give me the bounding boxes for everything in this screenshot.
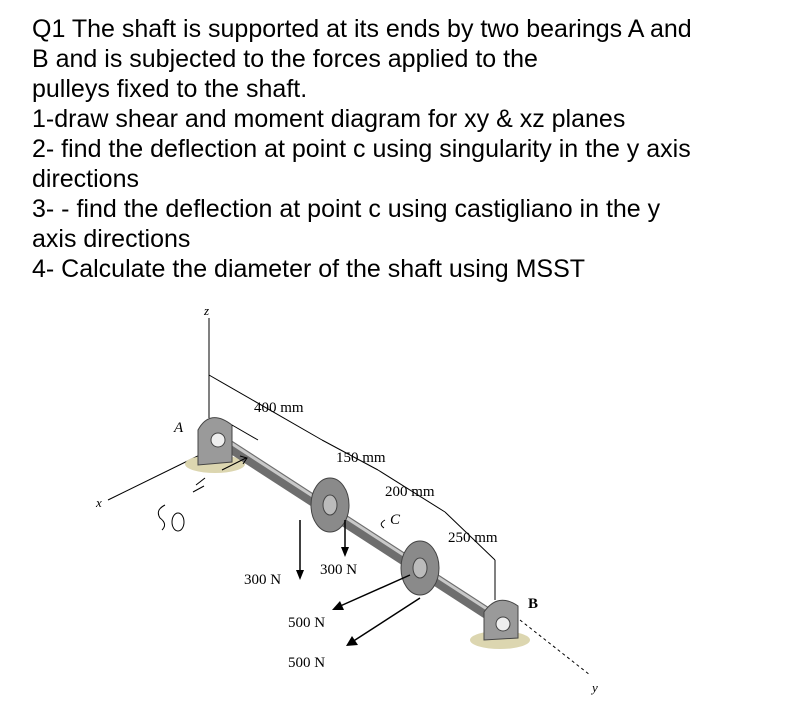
pulley-1	[311, 478, 349, 532]
question-line-7: 3- - find the deflection at point c using castigliano in the y	[32, 195, 661, 223]
pulley-2	[401, 541, 439, 595]
dim-200-label: 200 mm	[385, 484, 435, 500]
question-text	[32, 14, 772, 284]
question-line-5: 2- find the deflection at point c using singularity in the y axis	[32, 135, 691, 163]
force-4-label: 500 N	[288, 655, 326, 671]
question-line-2: B and is subjected to the forces applied to the	[32, 45, 538, 73]
question-line-3: pulleys fixed to the shaft.	[32, 75, 308, 103]
force-arrow-3	[338, 575, 410, 607]
question-line-1: Q1 The shaft is supported at its ends by two bearings A and	[32, 15, 692, 43]
x-axis-label: x	[96, 495, 102, 510]
question-line-6: directions	[32, 165, 139, 193]
question-line-8: axis directions	[32, 225, 191, 253]
dim-250-label: 250 mm	[448, 530, 498, 546]
force-3-label: 500 N	[288, 615, 326, 631]
force-arrow-4	[352, 598, 420, 642]
force-arrow-1-head	[296, 570, 304, 580]
force-arrow-2-head	[341, 547, 349, 557]
point-a-label: A	[174, 420, 184, 436]
bearing-b	[484, 600, 518, 640]
point-c-label: C	[390, 512, 401, 528]
force-arrow-4-head	[346, 636, 358, 646]
force-1-label: 300 N	[244, 572, 282, 588]
y-axis	[520, 620, 590, 675]
y-axis-label: y	[592, 680, 598, 695]
question-line-9: 4- Calculate the diameter of the shaft using MSST	[32, 255, 586, 283]
dim-150-label: 150 mm	[336, 450, 386, 466]
point-c-marker	[381, 520, 385, 528]
point-b-label: B	[528, 596, 539, 612]
force-2-label: 300 N	[320, 562, 358, 578]
question-line-4: 1-draw shear and moment diagram for xy & xz planes	[32, 105, 626, 133]
bearing-a	[198, 418, 232, 465]
z-axis-label: z	[204, 303, 210, 318]
dim-400-label: 400 mm	[254, 400, 304, 416]
shaft-figure	[0, 295, 785, 717]
